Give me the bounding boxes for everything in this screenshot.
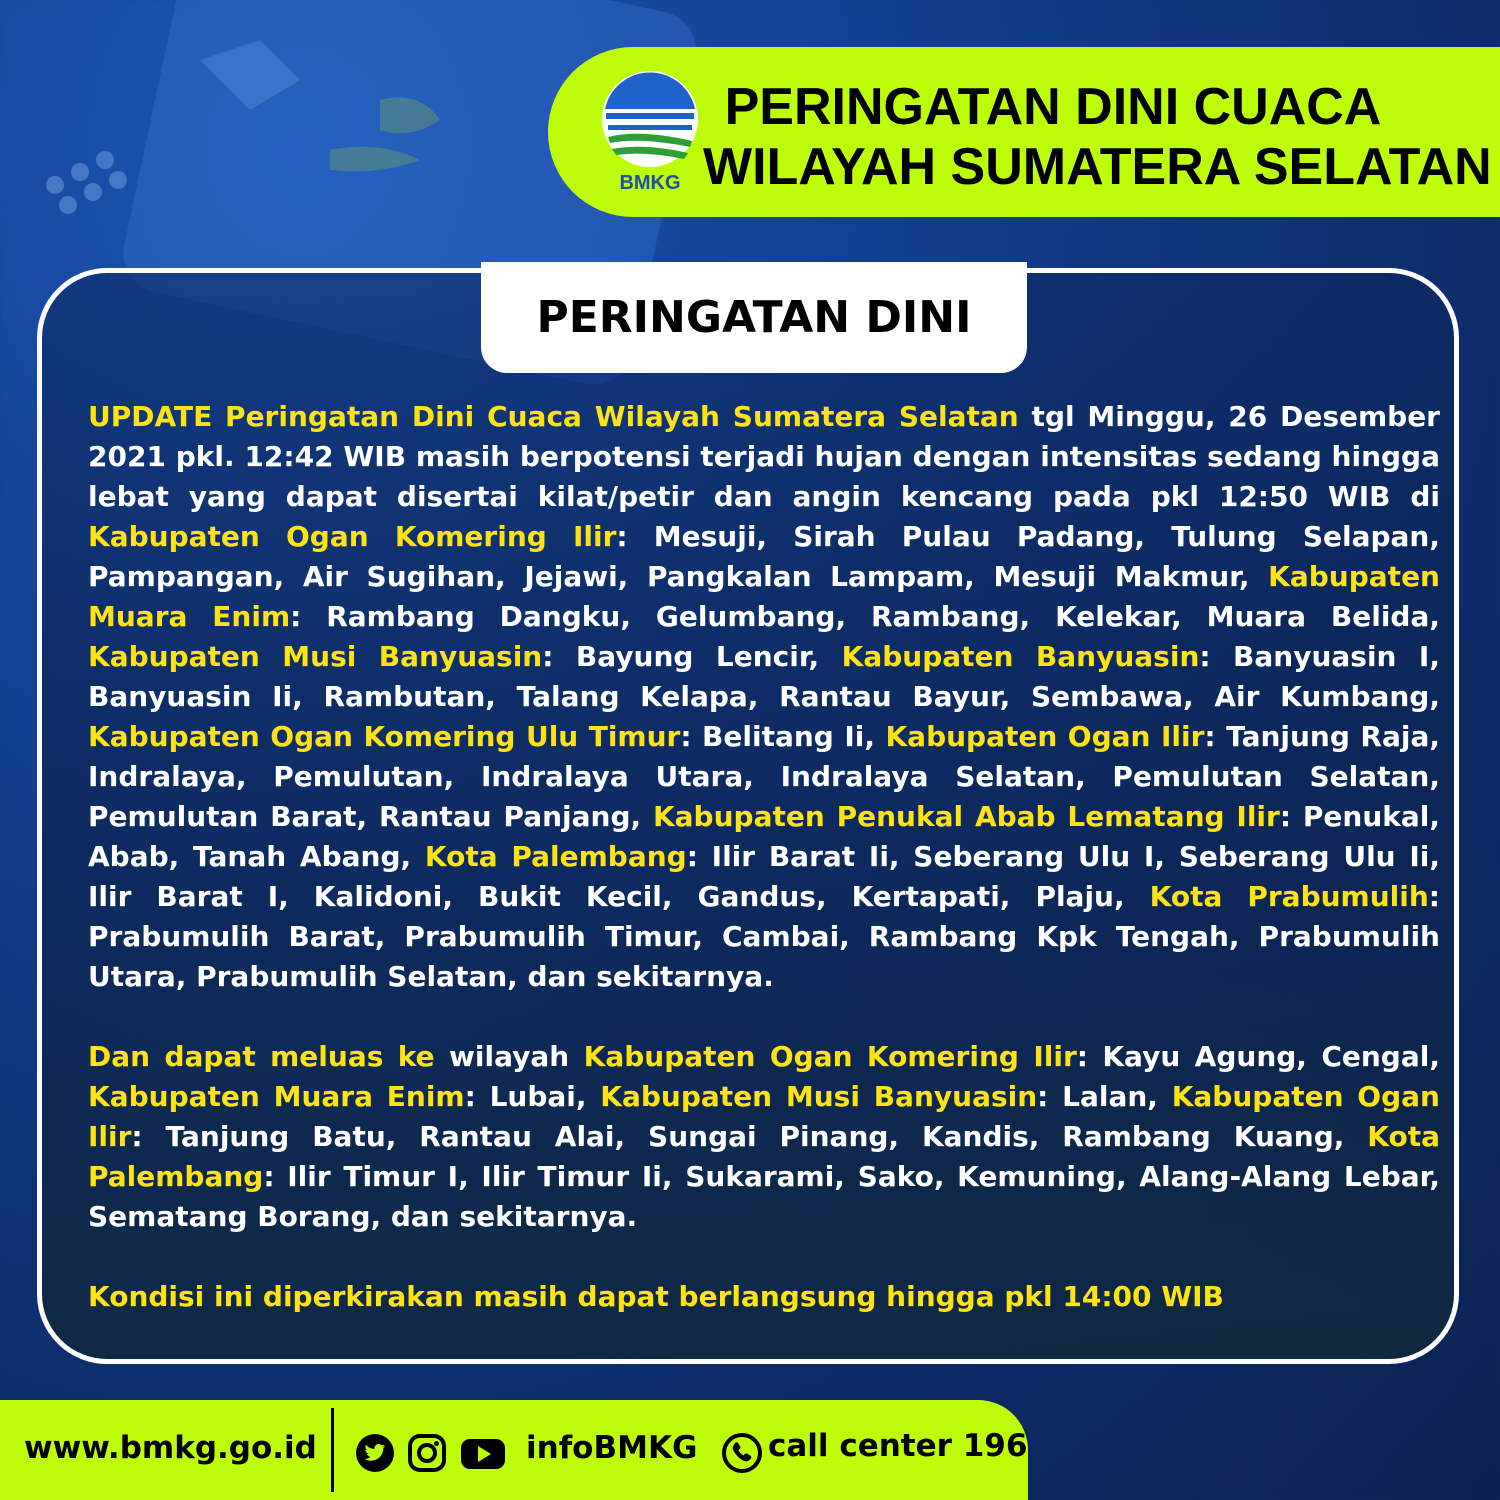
highlight-text: Kabupaten Ogan Komering Ilir bbox=[88, 520, 617, 553]
social-handle[interactable]: infoBMKG bbox=[526, 1430, 698, 1466]
highlight-text: UPDATE Peringatan Dini Cuaca Wilayah Sumatera Selatan bbox=[88, 400, 1019, 433]
call-center-text[interactable]: call center 196 bbox=[768, 1428, 1028, 1464]
body-text: tgl Minggu, 26 Desember 2021 pkl. 12:42 WIB masih berpotensi terjadi hujan dengan intensitas sedang hingga lebat yang dapat disertai kilat/petir dan angin kencang pada pkl 12:50 WIB di bbox=[88, 400, 1440, 513]
phone-icon bbox=[722, 1433, 762, 1473]
highlight-text: Kabupaten Banyuasin bbox=[841, 640, 1200, 673]
body-text: : Penukal, Abab, Tanah Abang, bbox=[88, 800, 1441, 873]
footer-divider bbox=[331, 1408, 334, 1492]
highlight-text: Kabupaten Musi Banyuasin bbox=[88, 640, 543, 673]
body-text: : Tanjung Batu, Rantau Alai, Sungai Pinang, Kandis, Rambang Kuang, bbox=[131, 1120, 1368, 1153]
highlight-text: Kabupaten Ogan Ilir bbox=[885, 720, 1205, 753]
body-text: : Banyuasin I, Banyuasin Ii, Rambutan, Talang Kelapa, Rantau Bayur, Sembawa, Air Kumbang, bbox=[88, 640, 1440, 713]
body-text: : Lalan, bbox=[1037, 1080, 1172, 1113]
card-tab-title: PERINGATAN DINI bbox=[481, 262, 1027, 373]
highlight-text: Kabupaten Muara Enim bbox=[88, 560, 1440, 633]
body-text: : Ilir Barat Ii, Seberang Ulu I, Seberang Ulu Ii, Ilir Barat I, Kalidoni, Bukit Kecil, Gandus, Kertapati, Plaju, bbox=[88, 840, 1441, 913]
highlight-text: Kabupaten Muara Enim bbox=[88, 1080, 465, 1113]
body-text: : Ilir Timur I, Ilir Timur Ii, Sukarami, Sako, Kemuning, Alang-Alang Lebar, Sematang Borang, dan sekitarnya. bbox=[88, 1160, 1440, 1233]
warning-content bbox=[88, 397, 1440, 1317]
highlight-text: Kabupaten Ogan Komering Ulu Timur bbox=[88, 720, 681, 753]
highlight-text: Kabupaten Ogan Komering Ilir bbox=[583, 1040, 1077, 1073]
header-banner bbox=[548, 47, 1500, 217]
highlight-text: Kabupaten Ogan Ilir bbox=[88, 1080, 1440, 1153]
highlight-text: Kota Prabumulih bbox=[1149, 880, 1429, 913]
body-text: : Belitang Ii, bbox=[680, 720, 886, 753]
highlight-text: Dan dapat meluas ke bbox=[88, 1040, 435, 1073]
bmkg-logo-icon bbox=[600, 69, 700, 194]
warning-paragraph-main bbox=[88, 397, 1440, 997]
instagram-icon[interactable] bbox=[407, 1433, 447, 1473]
body-text: : Rambang Dangku, Gelumbang, Rambang, Kelekar, Muara Belida, bbox=[290, 600, 1440, 633]
body-text: : Prabumulih Barat, Prabumulih Timur, Cambai, Rambang Kpk Tengah, Prabumulih Utara, Prabumulih Selatan, dan sekitarnya. bbox=[88, 880, 1440, 993]
body-text: : Kayu Agung, Cengal, bbox=[1076, 1040, 1440, 1073]
warning-paragraph-expansion bbox=[88, 1037, 1440, 1237]
header-title bbox=[703, 77, 1492, 197]
body-text: : Bayung Lencir, bbox=[542, 640, 842, 673]
youtube-icon[interactable] bbox=[460, 1433, 506, 1473]
highlight-text: Kondisi ini diperkirakan masih dapat berlangsung hingga pkl 14:00 WIB bbox=[88, 1280, 1224, 1313]
website-link[interactable]: www.bmkg.go.id bbox=[24, 1430, 317, 1466]
footer-bar bbox=[0, 1400, 1028, 1500]
highlight-text: Kabupaten Penukal Abab Lematang Ilir bbox=[652, 800, 1280, 833]
highlight-text: Kabupaten Musi Banyuasin bbox=[600, 1080, 1038, 1113]
body-text: : Tanjung Raja, Indralaya, Pemulutan, Indralaya Utara, Indralaya Selatan, Pemulutan Selatan, Pemulutan Barat, Rantau Panjang, bbox=[88, 720, 1440, 833]
highlight-text: Kota Palembang bbox=[424, 840, 687, 873]
body-text: wilayah bbox=[434, 1040, 584, 1073]
body-text: : Mesuji, Sirah Pulau Padang, Tulung Selapan, Pampangan, Air Sugihan, Jejawi, Pangkalan Lampam, Mesuji Makmur, bbox=[88, 520, 1440, 593]
header-title-line1: PERINGATAN DINI CUACA bbox=[724, 78, 1382, 136]
header-title-line2: WILAYAH SUMATERA SELATAN bbox=[703, 138, 1492, 196]
highlight-text: Kota Palembang bbox=[88, 1120, 1440, 1193]
warning-paragraph-duration bbox=[88, 1277, 1440, 1317]
body-text: : Lubai, bbox=[464, 1080, 601, 1113]
twitter-icon[interactable] bbox=[355, 1433, 395, 1473]
logo-text: BMKG bbox=[619, 172, 681, 194]
